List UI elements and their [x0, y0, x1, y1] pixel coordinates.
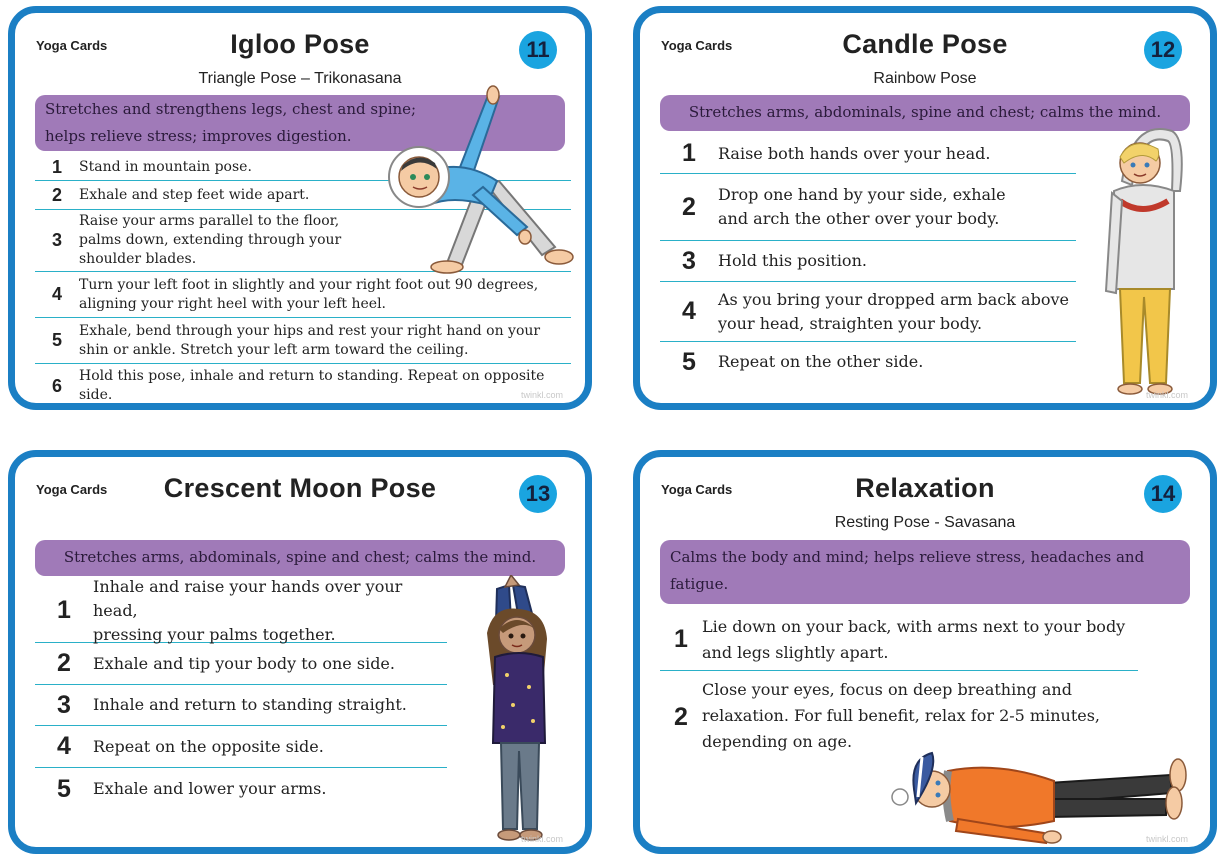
step-row: [660, 282, 1076, 342]
step-row: [35, 576, 447, 644]
step-number: 3: [51, 230, 62, 250]
watermark: twinkl.com: [1145, 390, 1188, 400]
step-row: [660, 342, 1076, 382]
steps-list: [660, 134, 1076, 382]
benefit-line: Calms the body and mind; helps relieve stress, headaches and: [670, 548, 1145, 566]
brand-label: Yoga Cards: [36, 38, 108, 53]
step-text: Hold this position.: [718, 251, 867, 270]
step-number: 6: [51, 375, 62, 396]
brand-label: Yoga Cards: [661, 482, 733, 497]
step-row: [660, 134, 1076, 174]
step-text: Turn your left foot in slightly and your right foot out 90 degrees, aligning your right heel with your left heel.: [79, 276, 539, 312]
step-text: Raise your arms parallel to the floor, palms down, extending through your shoulder blades.: [79, 213, 342, 267]
step-text: As you bring your dropped arm back above your head, straighten your body.: [718, 289, 1069, 333]
step-text: Inhale and return to standing straight.: [93, 695, 407, 714]
step-number: 5: [57, 774, 71, 803]
step-row: [660, 609, 1138, 671]
card-number-badge: 11: [519, 31, 557, 69]
yoga-card-crescent-moon-pose: [8, 450, 592, 854]
step-number: 1: [57, 596, 71, 624]
card-number-badge: 12: [1144, 31, 1182, 69]
step-text: Repeat on the other side.: [718, 352, 924, 371]
step-number: 1: [674, 625, 688, 653]
step-text: Stand in mountain pose.: [79, 158, 252, 175]
step-row: [660, 241, 1076, 282]
step-text: Hold this pose, inhale and return to standing. Repeat on opposite side.: [79, 368, 545, 403]
watermark: twinkl.com: [520, 834, 563, 844]
step-text: Exhale and step feet wide apart.: [79, 186, 310, 203]
step-number: 2: [674, 703, 688, 731]
step-number: 1: [682, 139, 696, 167]
step-text: Exhale, bend through your hips and rest your right hand on your shin or ankle. Stretch your left arm toward the ceiling.: [79, 322, 541, 358]
yoga-card-candle-pose: [633, 6, 1217, 410]
watermark: twinkl.com: [520, 390, 563, 400]
step-text: Exhale and lower your arms.: [93, 779, 327, 798]
card-subtitle: Rainbow Pose: [873, 70, 977, 87]
card-subtitle: Resting Pose - Savasana: [834, 514, 1016, 531]
benefit-line: Stretches arms, abdominals, spine and chest; calms the mind.: [688, 103, 1162, 121]
benefit-line: fatigue.: [670, 575, 729, 593]
brand-label: Yoga Cards: [36, 482, 108, 497]
step-text: Inhale and raise your hands over your head, pressing your palms together.: [93, 576, 403, 644]
benefit-line: helps relieve stress; improves digestion.: [45, 127, 352, 145]
step-number: 4: [51, 284, 62, 304]
card-number-badge: 13: [519, 475, 557, 513]
step-number: 5: [682, 347, 696, 376]
step-number: 3: [57, 690, 71, 719]
rainbow-pose-child-illustration: [1102, 121, 1192, 397]
triangle-pose-child-illustration: [377, 85, 587, 275]
step-number: 4: [682, 297, 696, 325]
step-text: Repeat on the opposite side.: [93, 736, 324, 756]
step-text: Lie down on your back, with arms next to your body and legs slightly apart.: [702, 616, 1126, 662]
step-text: Drop one hand by your side, exhale and arch the other over your body.: [718, 185, 1006, 228]
yoga-card-relaxation: [633, 450, 1217, 854]
watermark: twinkl.com: [1145, 834, 1188, 844]
step-row: [35, 643, 447, 685]
card-title: Candle Pose: [842, 29, 1008, 59]
step-row: [35, 685, 447, 726]
step-text: Raise both hands over your head.: [718, 143, 991, 163]
card-number-badge: 14: [1144, 475, 1182, 513]
step-number: 2: [51, 184, 62, 205]
step-row: [35, 364, 571, 408]
crescent-moon-pose-child-illustration: [473, 575, 569, 847]
benefits-band: [35, 540, 565, 576]
step-number: 2: [57, 649, 71, 677]
step-text: Close your eyes, focus on deep breathing and relaxation. For full benefit, relax for 2-5 minutes, depending on age.: [702, 680, 1101, 751]
card-title: Igloo Pose: [230, 29, 370, 59]
step-number: 1: [51, 156, 62, 177]
step-row: [35, 272, 571, 318]
step-number: 3: [682, 246, 696, 275]
step-row: [35, 318, 571, 364]
yoga-card-igloo-pose: [8, 6, 592, 410]
brand-label: Yoga Cards: [661, 38, 733, 53]
card-title: Crescent Moon Pose: [163, 473, 437, 503]
benefits-band: [660, 540, 1190, 604]
card-title: Relaxation: [855, 473, 995, 503]
step-row: [35, 726, 447, 768]
step-text: Exhale and tip your body to one side.: [93, 653, 395, 673]
step-row: [660, 174, 1076, 241]
card-subtitle: Triangle Pose – Trikonasana: [198, 70, 402, 87]
step-number: 2: [682, 192, 696, 221]
step-number: 4: [57, 732, 71, 760]
relaxation-pose-child-illustration: [888, 737, 1198, 847]
step-number: 5: [51, 330, 62, 350]
benefit-line: Stretches and strengthens legs, chest and spine;: [45, 100, 417, 118]
step-row: [35, 768, 447, 810]
benefit-line: Stretches arms, abdominals, spine and chest; calms the mind.: [63, 548, 537, 566]
steps-list: [35, 576, 447, 810]
